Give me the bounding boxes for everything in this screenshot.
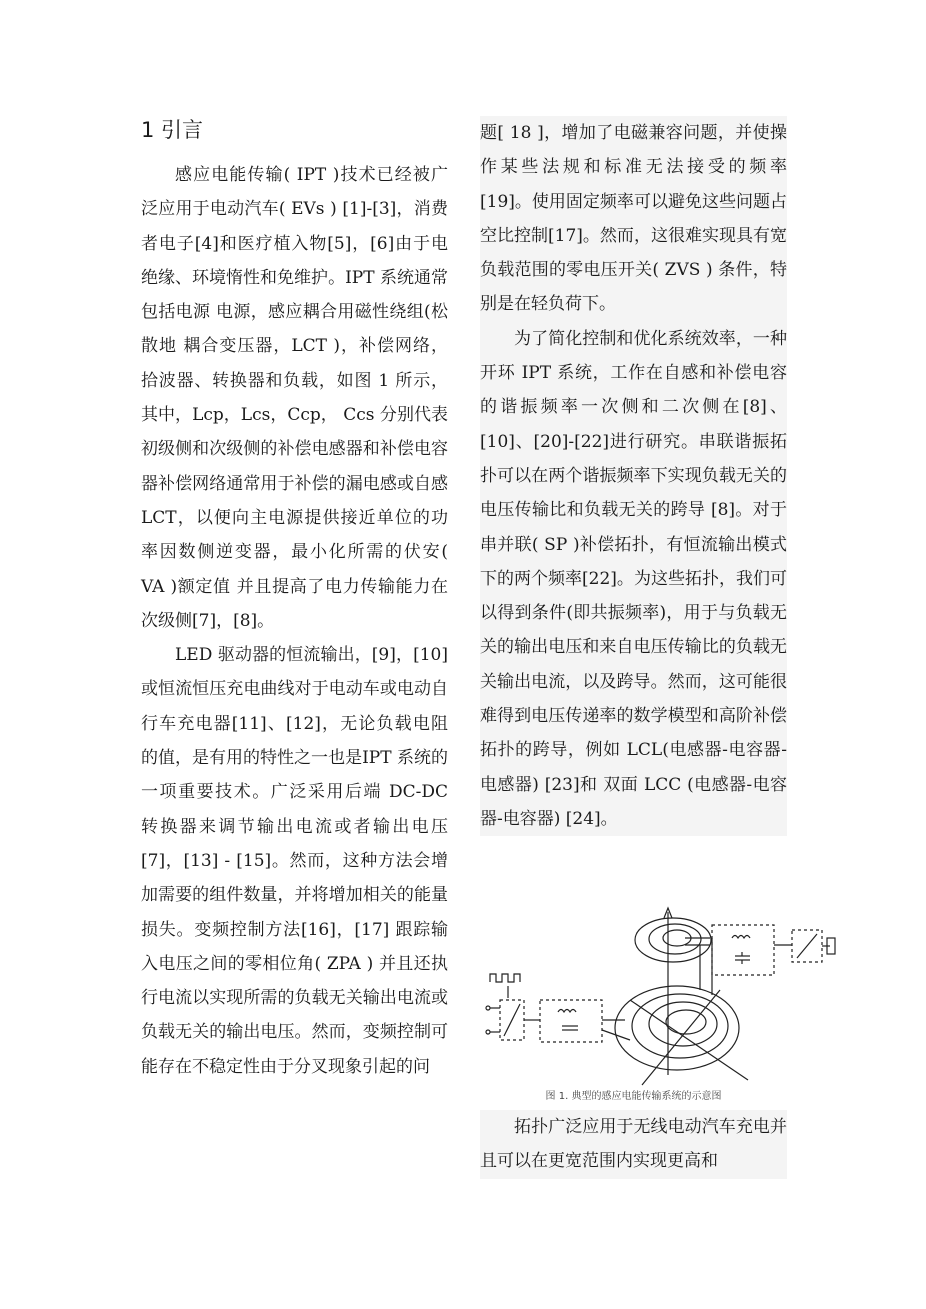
primary-coil-ring-2: [632, 994, 728, 1058]
right-paragraph-3: 拓扑广泛应用于无线电动汽车充电并且可以在更宽范围内实现更高和: [480, 1117, 787, 1172]
secondary-compensation-box: [712, 925, 774, 975]
section-heading: 1 引言: [141, 118, 204, 142]
left-paragraph-1: 感应电能传输( IPT )技术已经被广泛应用于电动汽车( EVs ) [1]-[3]，消费者电子[4]和医疗植入物[5]，[6]由于电绝缘、环境惰性和免维护。IPT 系统通常包括电源 电源，感应耦合用磁性绕组(松散地 耦合变压器，LCT )，补偿网络，拾波器、转换器和负载，如图 1 所示，其中，Lcp，Lcs，Ccp， Ccs 分别代表初级侧和次级侧的补偿电感器和补偿电容器补偿网络通常用于补偿的漏电感或自感LCT，以便向主电源提供接近单位的功率因数侧逆变器，最小化所需的伏安( VA )额定值 并且提高了电力传输能力在次级侧[7]，[8]。: [141, 165, 448, 631]
left-column: [141, 112, 448, 1084]
primary-inductor: [558, 1010, 576, 1013]
secondary-coil-ring-2: [649, 924, 701, 954]
field-arrow-2: [630, 1000, 748, 1080]
left-paragraph-2: LED 驱动器的恒流输出，[9]，[10]或恒流恒压充电曲线对于电动车或电动自行车充电器[11]、[12]，无论负载电阻的值，是有用的特性之一也是IPT 系统的一项重要技术。广泛采用后端 DC-DC 转换器来调节输出电流或者输出电压[7]，[13] - [15]。然而，这种方法会增加需要的组件数量，并将增加相关的能量损失。变频控制方法[16]，[17] 跟踪输入电压之间的零相位角( ZPA ) 并且还执行电流以实现所需的负载无关输出电流或负载无关的输出电压。然而，变频控制可能存在不稳定性由于分叉现象引起的问: [141, 645, 448, 1077]
right-column-continued: [480, 1110, 787, 1179]
right-paragraph-2: 为了简化控制和优化系统效率，一种开环 IPT 系统，工作在自感和补偿电容的谐振频率一次侧和二次侧在[8]、[10]、[20]-[22]进行研究。串联谐振拓扑可以在两个谐振频率下实现负载无关的电压传输比和负载无关的跨导 [8]。对于串并联( SP )补偿拓扑，有恒流输出模式下的两个频率[22]。为这些拓扑，我们可以得到条件(即共振频率)，用于与负载无关的输出电压和来自电压传输比的负载无关输出电流，以及跨导。然而，这可能很难得到电压传递率的数学模型和高阶补偿拓扑的跨导，例如 LCL(电感器-电容器-电感器) [23]和 双面 LCC (电感器-电容器-电容器) [24]。: [480, 328, 787, 829]
right-paragraph-1: 题[ 18 ]，增加了电磁兼容问题，并使操作某些法规和标准无法接受的频率 [19]。使用固定频率可以避免这些问题占空比控制[17]。然而，这很难实现具有宽负载范围的零电压开关( ZVS ) 条件，特别是在轻负荷下。: [480, 123, 787, 315]
ipt-schematic-diagram: [480, 900, 840, 1090]
pwm-signal: [490, 974, 520, 982]
secondary-inductor: [732, 936, 750, 939]
primary-compensation-box: [540, 1000, 602, 1042]
primary-coil-ring-3: [649, 1002, 717, 1046]
right-column: [480, 116, 787, 836]
ipt-system-figure: [480, 900, 840, 1108]
figure-caption: 图 1. 典型的感应电能传输系统的示意图: [545, 1091, 722, 1102]
field-arrow-1: [642, 990, 720, 1085]
